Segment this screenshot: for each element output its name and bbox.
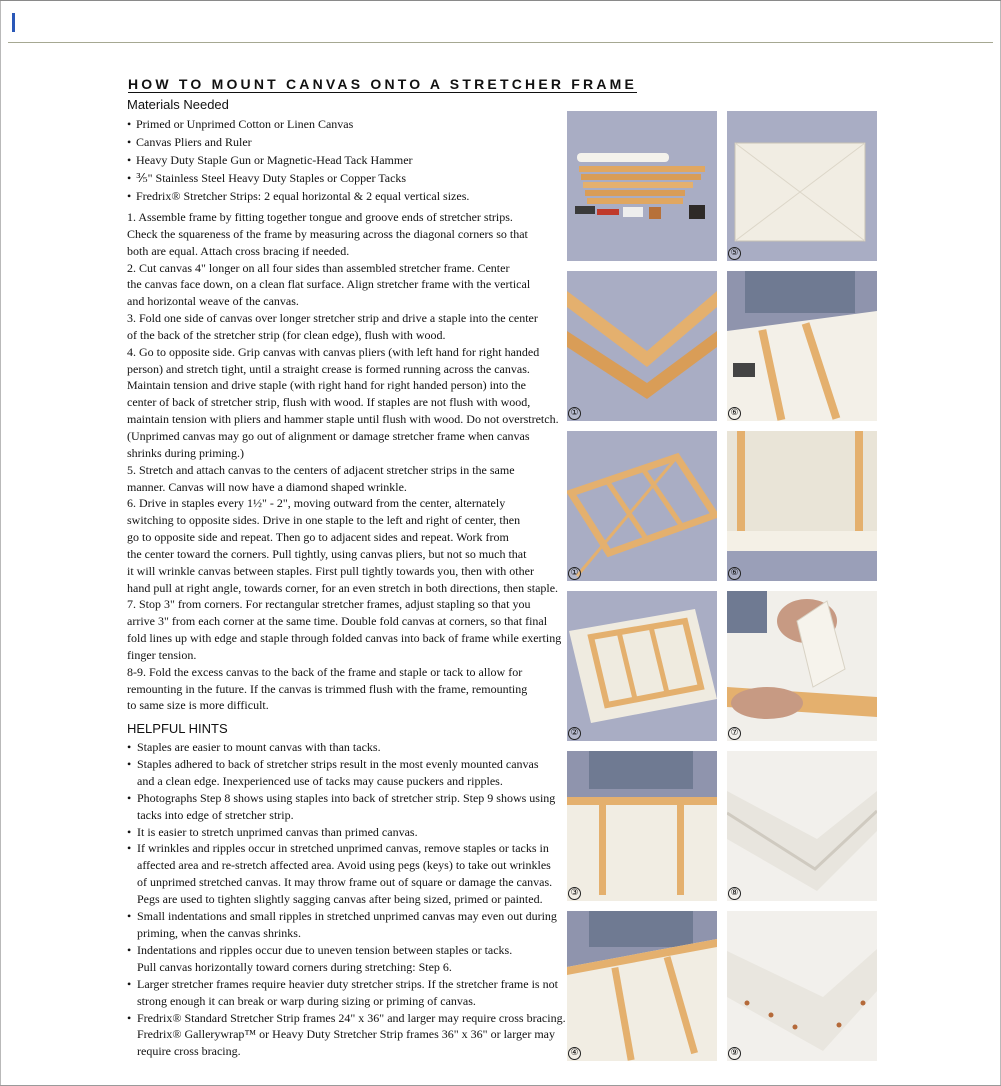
frame-on-canvas-illustration bbox=[567, 591, 717, 741]
hint-text-line: and a clean edge. Inexperienced use of tacks may cause puckers and ripples. bbox=[137, 773, 503, 788]
step-text-line: remounting in the future. If the canvas is trimmed flush with the frame, remounting bbox=[127, 681, 528, 696]
assembled-frame-illustration bbox=[567, 431, 717, 581]
hint-text-line: tacks into edge of stretcher strip. bbox=[137, 807, 294, 822]
step-text-line: and horizontal weave of the canvas. bbox=[127, 294, 299, 309]
hint-text-line: Pull canvas horizontally toward corners during stretching: Step 6. bbox=[137, 959, 452, 974]
materials-item: • Primed or Unprimed Cotton or Linen Canvas bbox=[127, 115, 469, 133]
materials-heading: Materials Needed bbox=[127, 97, 229, 112]
staple-center-illustration bbox=[567, 751, 717, 901]
step-text-line: 8-9. Fold the excess canvas to the back of the frame and staple or tack to allow for bbox=[127, 664, 523, 679]
step-number-badge: ③ bbox=[568, 887, 581, 900]
materials-illustration bbox=[567, 111, 717, 261]
hints-heading: HELPFUL HINTS bbox=[127, 721, 228, 736]
hint-text-line: Pegs are used to tighten slightly sagging canvas after being sized, primed or painted. bbox=[137, 892, 543, 907]
hint-text-line: • Staples are easier to mount canvas with than tacks. bbox=[127, 739, 566, 756]
step-1-corner-photo bbox=[567, 271, 717, 421]
step-8-photo bbox=[727, 751, 877, 901]
helpful-hints-list bbox=[127, 739, 566, 1060]
step-4-photo bbox=[567, 911, 717, 1061]
step-text-line: arrive 3" from each corner at the same time. Double fold canvas at corners, so that final bbox=[127, 614, 548, 629]
stretched-canvas-illustration bbox=[727, 111, 877, 261]
materials-item: • Fredrix® Stretcher Strips: 2 equal horizontal & 2 equal vertical sizes. bbox=[127, 187, 469, 205]
step-1-frame-photo bbox=[567, 431, 717, 581]
step-text-line: of the back of the stretcher strip (for clean edge), flush with wood. bbox=[127, 327, 446, 342]
hint-text-line: • Photographs Step 8 shows using staples into back of stretcher strip. Step 9 shows using bbox=[127, 790, 566, 807]
hint-text-line: priming, when the canvas shrinks. bbox=[137, 925, 301, 940]
stapled-corner-illustration bbox=[727, 751, 877, 901]
step-number-badge: ④ bbox=[568, 1047, 581, 1060]
hint-text-line: of unprimed stretched canvas. It may throw frame out of square or damage the canvas. bbox=[137, 875, 553, 890]
step-number-badge: ⑦ bbox=[728, 727, 741, 740]
step-number-badge: ⑥ bbox=[728, 567, 741, 580]
step-number-badge: ① bbox=[568, 567, 581, 580]
materials-item: • ⅗" Stainless Steel Heavy Duty Staples or Copper Tacks bbox=[127, 169, 469, 187]
header-rule bbox=[8, 42, 993, 43]
header-accent-bar bbox=[12, 13, 15, 32]
step-number-badge: ⑥ bbox=[728, 407, 741, 420]
canvas-edge-illustration bbox=[727, 431, 877, 581]
hint-text-line: • Indentations and ripples occur due to uneven tension between staples or tacks. bbox=[127, 942, 566, 959]
stretch-with-pliers-illustration bbox=[567, 911, 717, 1061]
step-6-edge-photo bbox=[727, 431, 877, 581]
frame-corner-illustration bbox=[567, 271, 717, 421]
step-text-line: center of back of stretcher strip, flush with wood. If staples are not flush with wood, bbox=[127, 395, 531, 410]
step-text-line: manner. Canvas will now have a diamond shaped wrinkle. bbox=[127, 479, 407, 494]
hint-text-line: Fredrix® Gallerywrap™ or Heavy Duty Stretcher Strip frames 36" x 36" or larger may bbox=[137, 1027, 556, 1042]
hint-text-line: affected area and re-stretch affected area. Avoid using pegs (keys) to take out wrinkles bbox=[137, 858, 551, 873]
step-number-badge: ⑤ bbox=[728, 247, 741, 260]
step-text-line: go to opposite side and repeat. Then go to adjacent sides and repeat. Work from bbox=[127, 530, 509, 545]
step-text-line: hand pull at right angle, towards corner, for an even stretch in both directions, then staple. bbox=[127, 580, 559, 595]
step-text-line: person) and stretch tight, until a straight crease is formed running across the canvas. bbox=[127, 361, 530, 376]
step-7-photo bbox=[727, 591, 877, 741]
tacked-corner-illustration bbox=[727, 911, 877, 1061]
step-text-line: 5. Stretch and attach canvas to the centers of adjacent stretcher strips in the same bbox=[127, 462, 515, 477]
corner-fold-illustration bbox=[727, 591, 877, 741]
step-number-badge: ① bbox=[568, 407, 581, 420]
materials-item: • Canvas Pliers and Ruler bbox=[127, 133, 469, 151]
step-text-line: the canvas face down, on a clean flat surface. Align stretcher frame with the vertical bbox=[127, 277, 531, 292]
materials-photo bbox=[567, 111, 717, 261]
step-text-line: 3. Fold one side of canvas over longer stretcher strip and drive a staple into the center bbox=[127, 311, 538, 326]
step-2-photo bbox=[567, 591, 717, 741]
hint-text-line: • Staples adhered to back of stretcher strips result in the most evenly mounted canvas bbox=[127, 756, 566, 773]
step-number-badge: ⑧ bbox=[728, 887, 741, 900]
step-text-line: maintain tension with pliers and hammer staple until flush with wood. Do not overstretch. bbox=[127, 412, 559, 427]
materials-item: • Heavy Duty Staple Gun or Magnetic-Head Tack Hammer bbox=[127, 151, 469, 169]
step-text-line: finger tension. bbox=[127, 647, 197, 662]
step-text-line: it will wrinkle canvas between staples. First pull tightly towards you, then with other bbox=[127, 563, 534, 578]
hint-text-line: require cross bracing. bbox=[137, 1044, 241, 1059]
hint-text-line: strong enough it can break or warp during sizing or priming of canvas. bbox=[137, 993, 476, 1008]
hint-text-line: • If wrinkles and ripples occur in stretched unprimed canvas, remove staples or tacks in bbox=[127, 840, 566, 857]
step-number-badge: ② bbox=[568, 727, 581, 740]
step-text-line: 2. Cut canvas 4" longer on all four sides than assembled stretcher frame. Center bbox=[127, 260, 510, 275]
hint-text-line: • Fredrix® Standard Stretcher Strip frames 24" x 36" and larger may require cross bracing. bbox=[127, 1010, 566, 1027]
step-text-line: 1. Assemble frame by fitting together tongue and groove ends of stretcher strips. bbox=[127, 210, 513, 224]
step-text-line: both are equal. Attach cross bracing if needed. bbox=[127, 243, 350, 258]
step-text-line: 6. Drive in staples every 1½" - 2", moving outward from the center, alternately bbox=[127, 496, 506, 511]
step-text-line: (Unprimed canvas may go out of alignment or damage stretcher frame when canvas bbox=[127, 428, 530, 443]
hint-text-line: • Small indentations and small ripples in stretched unprimed canvas may even out during bbox=[127, 908, 566, 925]
step-text-line: Maintain tension and drive staple (with right hand for right handed person) into the bbox=[127, 378, 526, 393]
step-6-hands-photo bbox=[727, 271, 877, 421]
step-3-photo bbox=[567, 751, 717, 901]
step-text-line: 7. Stop 3" from corners. For rectangular stretcher frames, adjust stapling so that you bbox=[127, 597, 531, 612]
step-text-line: switching to opposite sides. Drive in one staple to the left and right of center, then bbox=[127, 513, 521, 528]
document-title: HOW TO MOUNT CANVAS ONTO A STRETCHER FRAME bbox=[128, 76, 638, 92]
stapling-illustration bbox=[727, 271, 877, 421]
step-number-badge: ⑨ bbox=[728, 1047, 741, 1060]
step-text-line: fold lines up with edge and staple through folded canvas into back of frame while exerting bbox=[127, 631, 562, 646]
top-rule bbox=[0, 0, 1001, 1]
step-text-line: shrinks during priming.) bbox=[127, 445, 244, 460]
step-5-photo bbox=[727, 111, 877, 261]
step-text-line: to same size is more difficult. bbox=[127, 698, 269, 713]
hint-text-line: • Larger stretcher frames require heavier duty stretcher strips. If the stretcher frame is not bbox=[127, 976, 566, 993]
materials-list bbox=[127, 115, 469, 205]
step-text-line: the center toward the corners. Pull tightly, using canvas pliers, but not so much that bbox=[127, 546, 527, 561]
hint-text-line: • It is easier to stretch unprimed canvas than primed canvas. bbox=[127, 824, 566, 841]
step-text-line: Check the squareness of the frame by measuring across the diagonal corners so that bbox=[127, 226, 528, 241]
instruction-steps bbox=[127, 209, 561, 714]
step-9-photo bbox=[727, 911, 877, 1061]
step-text-line: 4. Go to opposite side. Grip canvas with canvas pliers (with left hand for right handed bbox=[127, 344, 540, 359]
